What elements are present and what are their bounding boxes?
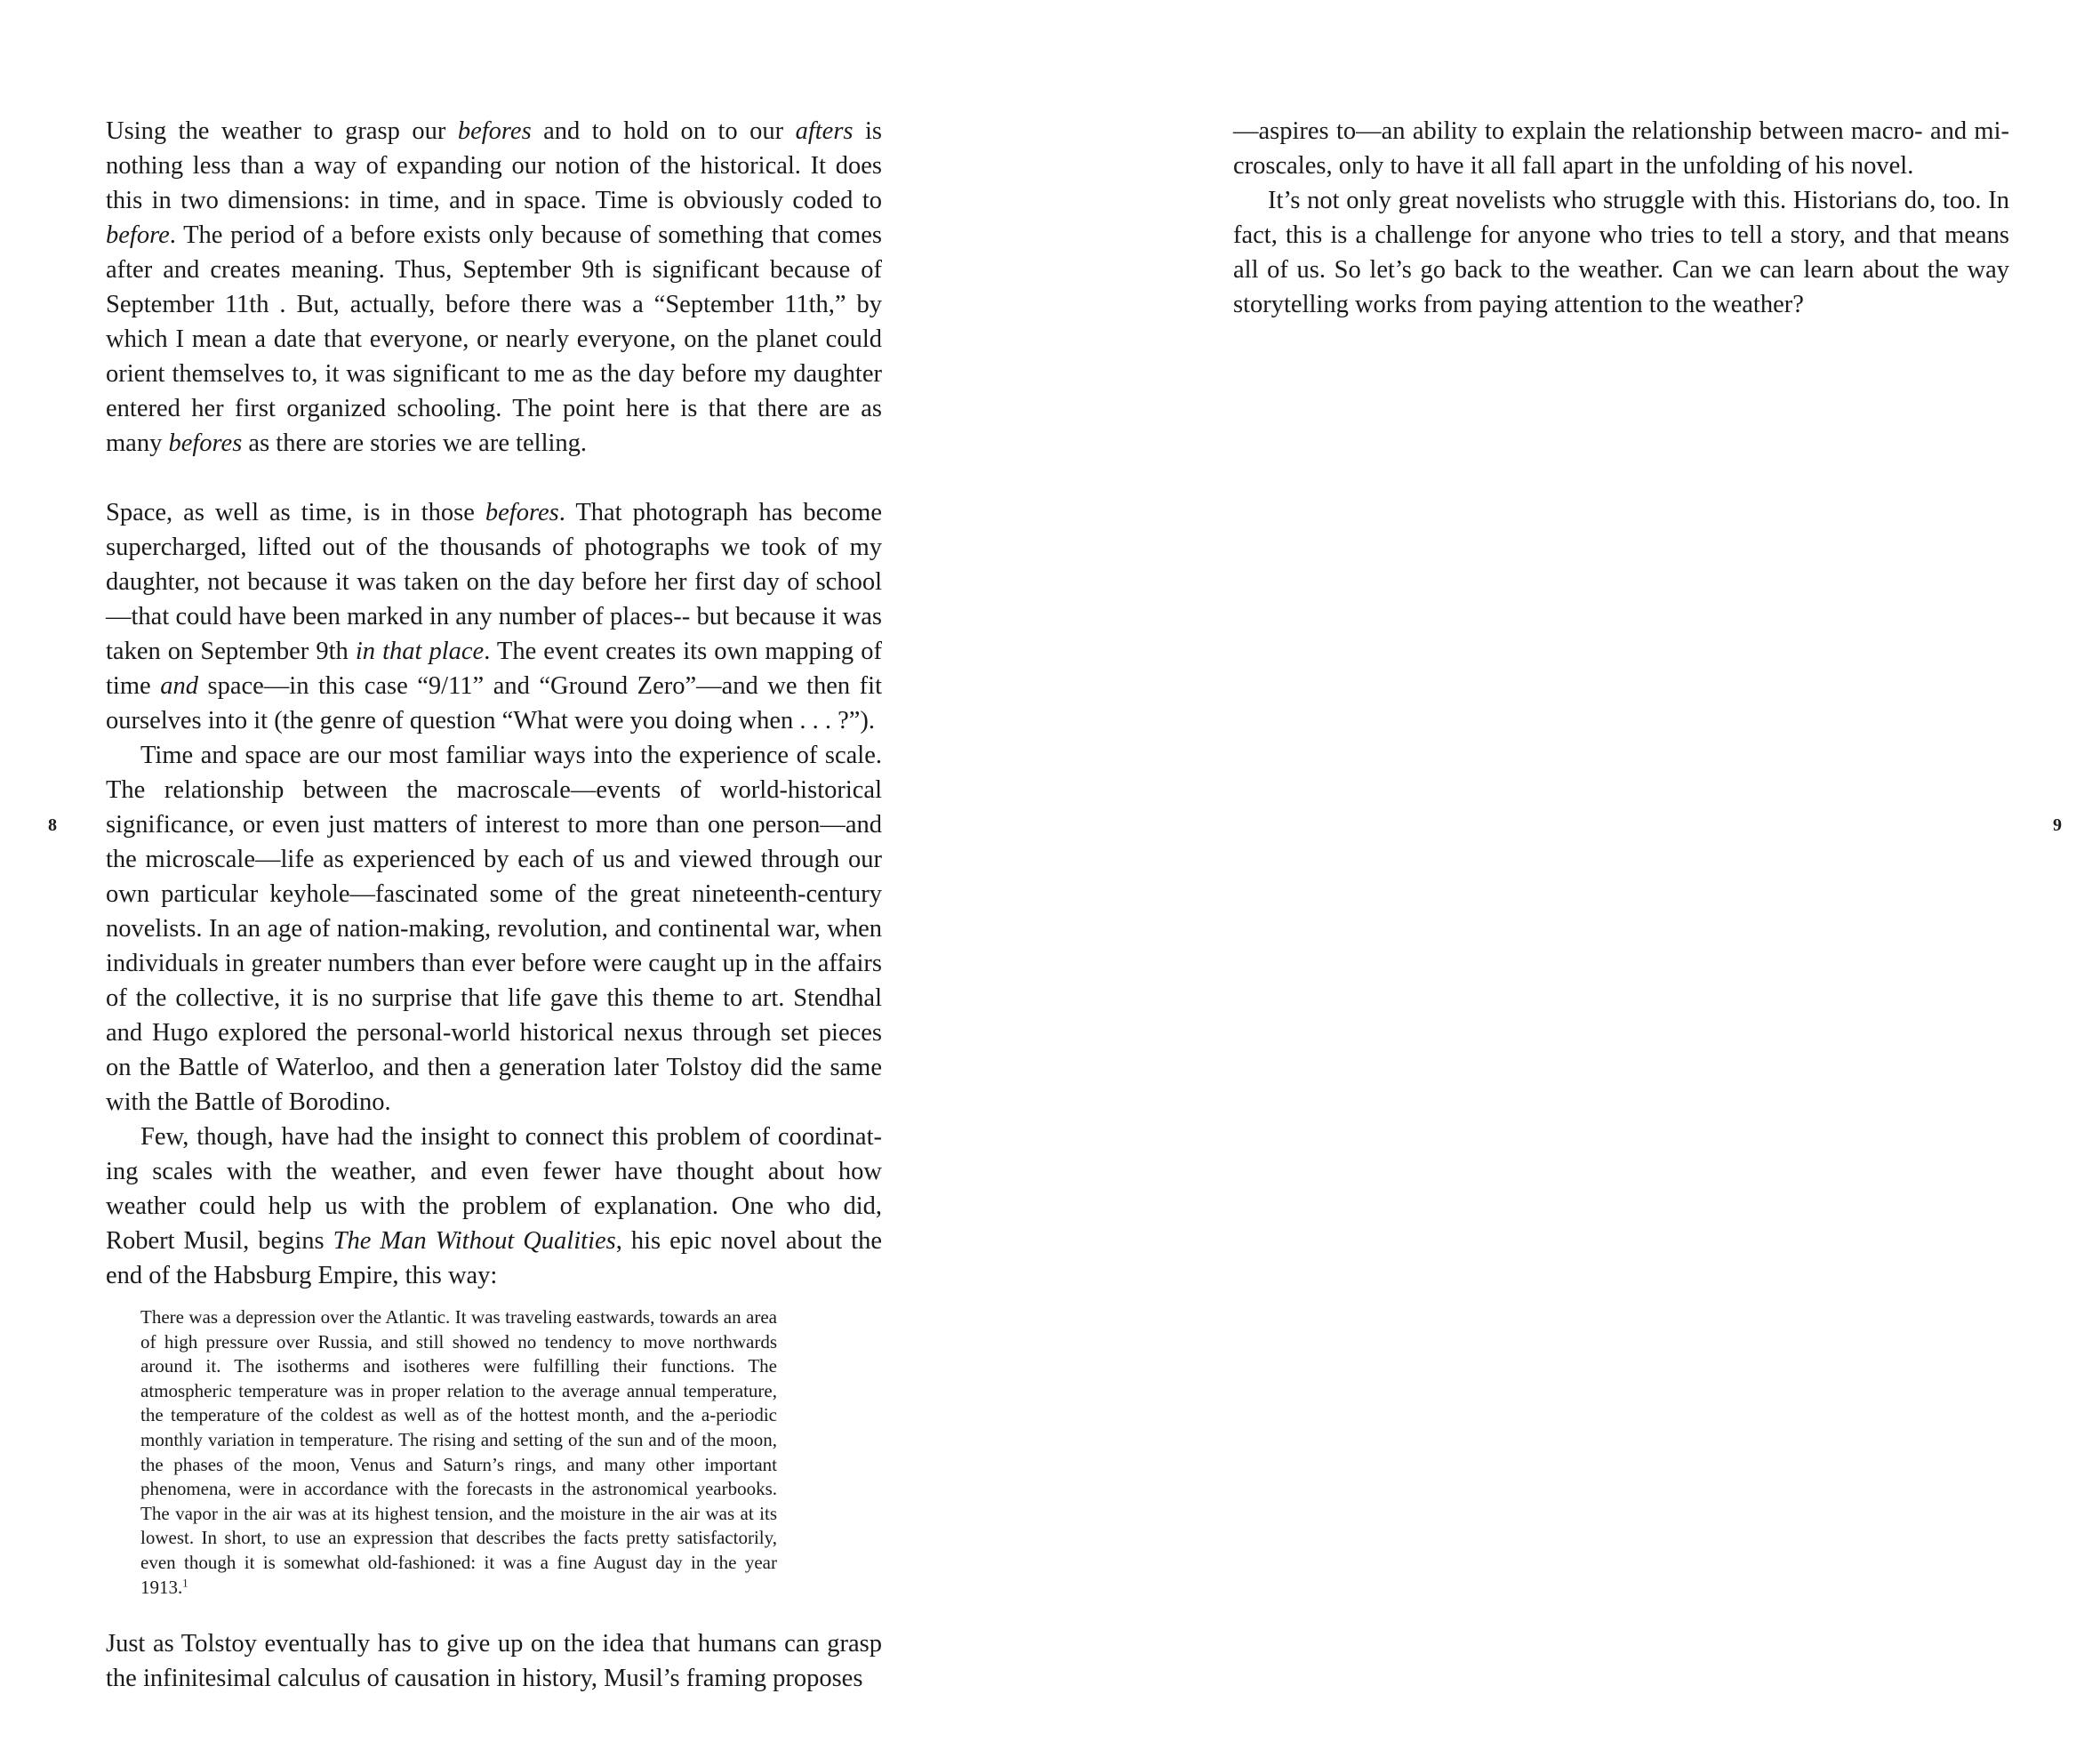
paragraph-storytelling: It’s not only great novelists who struggle with this. Historians do, too. In fact, this is a challenge for anyone who tries to tell a story, and that means all of us. So let’s go back to the weather. Can we can learn about the way storytelling works from paying attention to the weather? [1233,187,2009,318]
paragraph-musil-intro: Few, though, have had the insight to connect this problem of coordinating scales with the weather, and even fewer have thought about how weather could help us with the problem of explanation. One who did, Robert Musil, begins The Man Without Qualities, his epic novel about the end of the Habsburg Empire, this way: [106,1123,882,1289]
page-number-left: 8 [48,815,57,835]
footnote-marker: 1 [182,1576,188,1589]
right-page-body [1233,114,2009,322]
left-page-body [106,114,882,1696]
musil-block-quote: There was a depression over the Atlantic. It was traveling eastwards, towards an area of high pressure over Russia, and still showed no tendency to move northwards around it. The isotherms and isotheres were fulfilling their functions. The atmospheric temperature was in proper relation to the average annual temperature, the temperature of the coldest as well as of the hottest month, and the a-periodic monthly variation in temperature. The rising and setting of the sun and of the moon, the phases of the moon, Venus and Saturn’s rings, and many other important phenomena, were in accordance with the forecasts in the astronomical yearbooks. The vapor in the air was at its highest tension, and the moisture in the air was at its lowest. In short, to use an expression that describes the facts pretty satisfactorily, even though it is somewhat old-fashioned: it was a fine August day in the year 1913.$^1$ [140,1306,777,1598]
right-page [1050,0,2100,1750]
paragraph-tolstoy-musil: Just as Tolstoy eventually has to give up on the idea that humans can grasp the infinitesimal calculus of causation in history, Musil’s framing proposes [106,1630,882,1693]
paragraph-space-and-time: Space, as well as time, is in those befores. That photograph has become supercharged, lifted out of the thousands of photographs we took of my daughter, not because it was taken on the day before her first day of school—that could have been marked in any number of places-- but because it was taken on September 9th in that place. The event creates its own mapping of time and space—in this case “9/11” and “Ground Zero”—and we then fit ourselves into it (the genre of question “What were you doing when . . . ?”). [106,499,883,735]
paragraph-aspires: —aspires to—an ability to explain the relationship between macro- and microscales, only to have it all fall apart in the unfolding of his novel. [1233,117,2009,180]
page-number-right: 9 [2053,815,2062,835]
paragraph-scale: Time and space are our most familiar ways into the experience of scale. The relationship between the macroscale—events of world-historical significance, or even just matters of interest to more than one person—and the microscale—life as experienced by each of us and viewed through our own particular keyhole—fascinated some of the great nineteenth-century novelists. In an age of nation-making, revolution, and continental war, when individuals in greater numbers than ever before were caught up in the affairs of the collective, it is no surprise that life gave this theme to art. Stendhal and Hugo explored the personal-world historical nexus through set pieces on the Battle of Waterloo, and then a generation later Tolstoy did the same with the Battle of Borodino. [106,742,882,1116]
paragraph-befores-afters: Using the weather to grasp our befores and to hold on to our afters is nothing less than a way of expanding our notion of the historical. It does this in two dimensions: in time, and in space. Time is obviously coded to before. The period of a before exists only because of something that comes after and creates meaning. Thus, September 9th is significant because of September 11th . But, actually, before there was a “September 11th,” by which I mean a date that everyone, or nearly everyone, on the planet could orient themselves to, it was significant to me as the day before my daughter entered her first organized schooling. The point here is that there are as many befores as there are stories we are telling. [106,117,882,457]
